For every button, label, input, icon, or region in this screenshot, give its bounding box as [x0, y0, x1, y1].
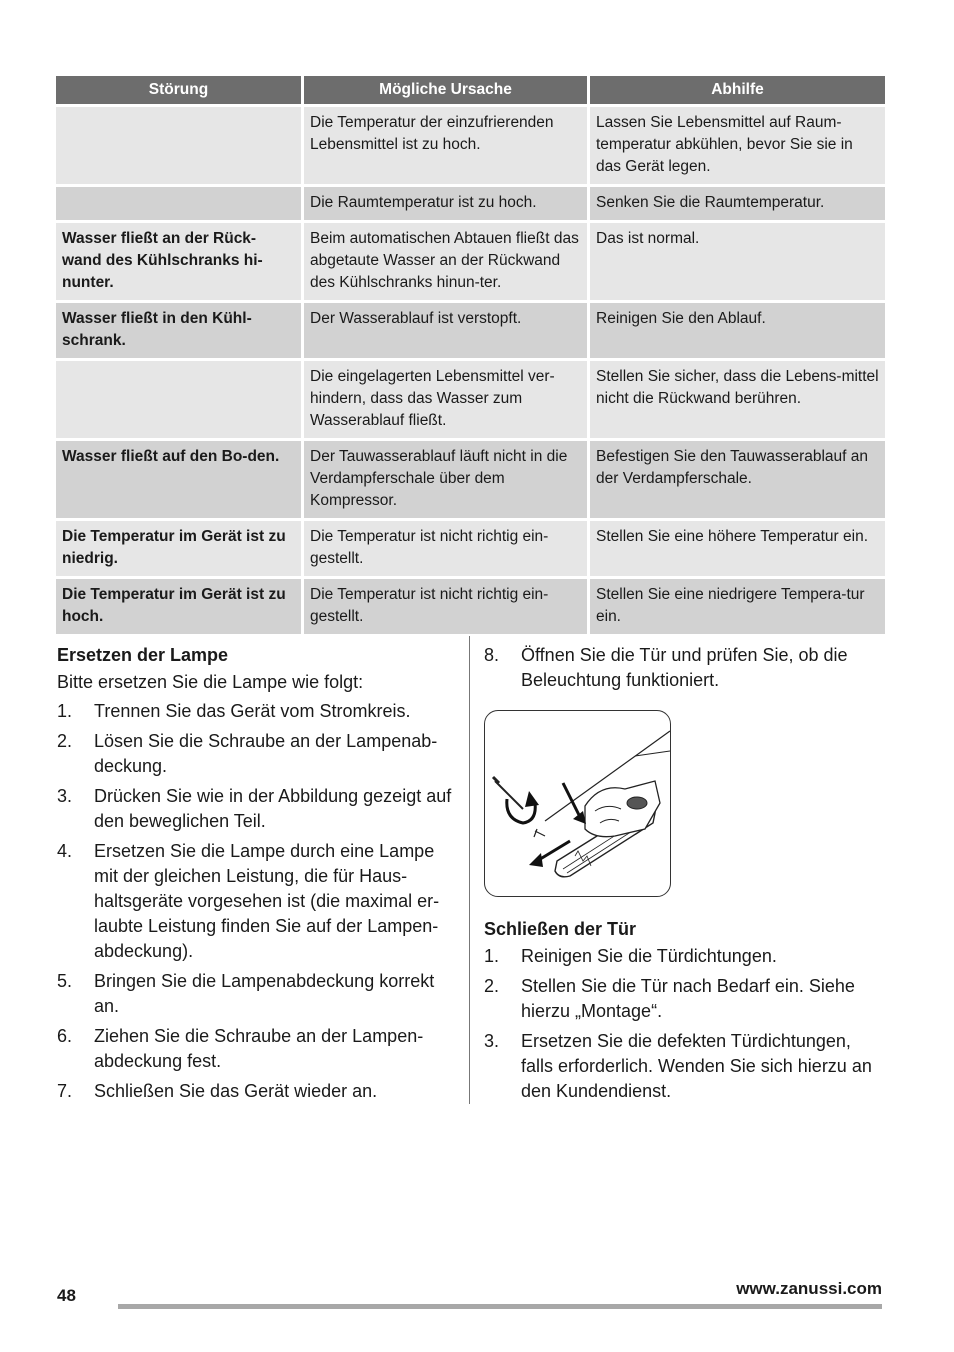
- cause-cell: Der Tauwasserablauf läuft nicht in die Verdampferschale über dem Kompressor.: [304, 441, 587, 518]
- issue-cell: [56, 361, 301, 438]
- lamp-diagram-icon: [485, 711, 670, 896]
- step-text: Öffnen Sie die Tür und prüfen Sie, ob die Beleuchtung funktioniert.: [521, 645, 848, 690]
- header-issue: Störung: [56, 76, 301, 104]
- list-item: [57, 699, 455, 724]
- step-text: Lösen Sie die Schraube an der Lampenab-deckung.: [94, 731, 438, 776]
- list-item: [57, 1024, 455, 1074]
- lamp-intro: Bitte ersetzen Sie die Lampe wie folgt:: [57, 672, 364, 692]
- step-number: 1.: [484, 946, 500, 966]
- issue-cell: Die Temperatur im Gerät ist zu niedrig.: [56, 521, 301, 576]
- cause-cell: Die Temperatur ist nicht richtig ein-gestellt.: [304, 579, 587, 634]
- issue-cell: Wasser fließt an der Rück-wand des Kühlschranks hi-nunter.: [56, 223, 301, 300]
- remedy-cell: Das ist normal.: [590, 223, 885, 300]
- cause-cell: Die Temperatur der einzufrierenden Lebensmittel ist zu hoch.: [304, 107, 587, 184]
- lamp-steps-list: [57, 699, 455, 1104]
- remedy-cell: Stellen Sie eine niedrigere Tempera-tur ein.: [590, 579, 885, 634]
- issue-cell: Wasser fließt in den Kühl-schrank.: [56, 303, 301, 358]
- table-row: [56, 441, 885, 518]
- step-text: Schließen Sie das Gerät wieder an.: [94, 1081, 378, 1101]
- remedy-cell: Senken Sie die Raumtemperatur.: [590, 187, 885, 220]
- troubleshooting-table: [53, 73, 888, 637]
- step-text: Trennen Sie das Gerät vom Stromkreis.: [94, 701, 411, 721]
- step-number: 7.: [57, 1081, 73, 1101]
- step-number: 2.: [57, 731, 73, 751]
- step-text: Stellen Sie die Tür nach Bedarf ein. Siehe hierzu „Montage“.: [521, 976, 855, 1021]
- remedy-cell: Stellen Sie sicher, dass die Lebens-mittel nicht die Rückwand berühren.: [590, 361, 885, 438]
- step-text: Ersetzen Sie die Lampe durch eine Lampe mit der gleichen Leistung, die für Haus-haltsgeräte vorgesehen ist (die maximal er-laubte Leistung finden Sie auf der Lampen-abdeckung).: [94, 841, 440, 961]
- cause-cell: Beim automatischen Abtauen fließt das abgetaute Wasser an der Rückwand des Kühlschranks hinun-ter.: [304, 223, 587, 300]
- lamp-steps-continued: [484, 643, 882, 693]
- table-row: [56, 521, 885, 576]
- list-item: [484, 944, 882, 969]
- lamp-replacement-illustration: [484, 710, 671, 897]
- table-row: [56, 223, 885, 300]
- table-row: [56, 303, 885, 358]
- issue-cell: [56, 187, 301, 220]
- step-number: 3.: [57, 786, 73, 806]
- cause-cell: Die Raumtemperatur ist zu hoch.: [304, 187, 587, 220]
- remedy-cell: Befestigen Sie den Tauwasserablauf an der Verdampferschale.: [590, 441, 885, 518]
- step-text: Drücken Sie wie in der Abbildung gezeigt auf den beweglichen Teil.: [94, 786, 452, 831]
- list-item: [57, 729, 455, 779]
- step-number: 8.: [484, 645, 500, 665]
- lamp-section: [57, 640, 455, 1109]
- table-row: [56, 107, 885, 184]
- step-number: 3.: [484, 1031, 500, 1051]
- issue-cell: Wasser fließt auf den Bo-den.: [56, 441, 301, 518]
- list-item: [57, 784, 455, 834]
- website-link[interactable]: www.zanussi.com: [736, 1279, 882, 1298]
- cause-cell: Der Wasserablauf ist verstopft.: [304, 303, 587, 358]
- step-text: Reinigen Sie die Türdichtungen.: [521, 946, 777, 966]
- page-number: 48: [57, 1286, 76, 1305]
- footer-bar: [118, 1304, 882, 1309]
- door-section-title: Schließen der Tür: [484, 919, 637, 939]
- header-remedy: Abhilfe: [590, 76, 885, 104]
- remedy-cell: Reinigen Sie den Ablauf.: [590, 303, 885, 358]
- door-steps-list: [484, 944, 882, 1104]
- table-row: [56, 361, 885, 438]
- cause-cell: Die eingelagerten Lebensmittel ver-hindern, dass das Wasser zum Wasserablauf fließt.: [304, 361, 587, 438]
- list-item: [484, 974, 882, 1024]
- column-divider: [469, 636, 470, 1104]
- step-text: Ziehen Sie die Schraube an der Lampen-abdeckung fest.: [94, 1026, 424, 1071]
- table-header-row: [56, 76, 885, 104]
- right-column: [484, 640, 882, 1109]
- list-item: [484, 1029, 882, 1104]
- lamp-section-title: Ersetzen der Lampe: [57, 645, 229, 665]
- header-cause: Mögliche Ursache: [304, 76, 587, 104]
- step-text: Ersetzen Sie die defekten Türdichtungen, falls erforderlich. Wenden Sie sich hierzu an den Kundendienst.: [521, 1031, 872, 1101]
- table-row: [56, 187, 885, 220]
- remedy-cell: Lassen Sie Lebensmittel auf Raum-temperatur abkühlen, bevor Sie sie in das Gerät legen.: [590, 107, 885, 184]
- step-number: 6.: [57, 1026, 73, 1046]
- list-item: [57, 839, 455, 964]
- table-row: [56, 579, 885, 634]
- list-item: [57, 969, 455, 1019]
- step-number: 2.: [484, 976, 500, 996]
- step-number: 5.: [57, 971, 73, 991]
- list-item: [484, 643, 882, 693]
- cause-cell: Die Temperatur ist nicht richtig ein-gestellt.: [304, 521, 587, 576]
- remedy-cell: Stellen Sie eine höhere Temperatur ein.: [590, 521, 885, 576]
- issue-cell: [56, 107, 301, 184]
- step-number: 1.: [57, 701, 73, 721]
- step-text: Bringen Sie die Lampenabdeckung korrekt an.: [94, 971, 435, 1016]
- issue-cell: Die Temperatur im Gerät ist zu hoch.: [56, 579, 301, 634]
- list-item: [57, 1079, 455, 1104]
- step-number: 4.: [57, 841, 73, 861]
